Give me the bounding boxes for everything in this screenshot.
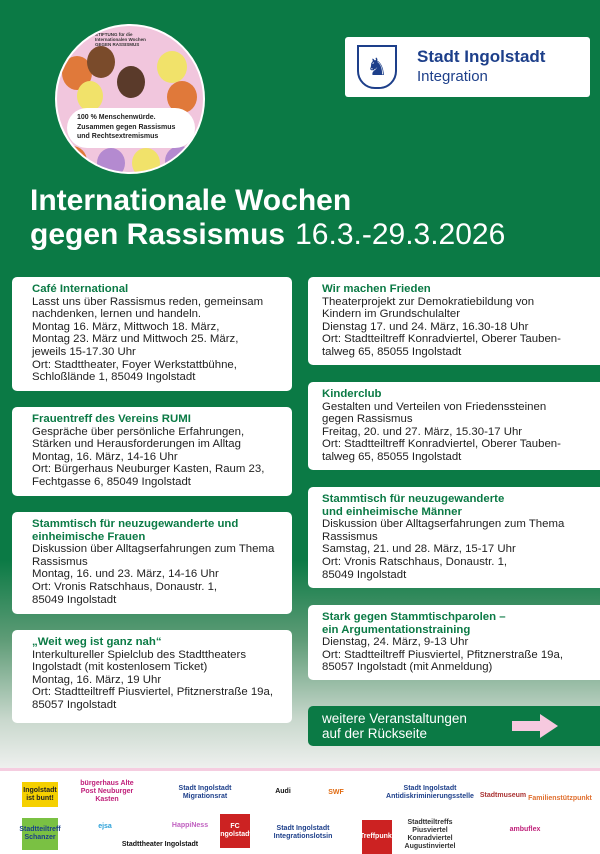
event-title: „Weit weg ist ganz nah“ bbox=[32, 636, 162, 648]
event-detail: 85049 Ingolstadt bbox=[322, 568, 407, 581]
event-title: und einheimische Männer bbox=[322, 505, 462, 518]
event-detail: nachdenken, lernen und handeln. bbox=[32, 308, 202, 321]
event-detail: 85057 Ingolstadt (mit Anmeldung) bbox=[322, 661, 493, 674]
panther-crest-icon: ♞ bbox=[357, 45, 397, 89]
partner-logo: ambuflex bbox=[500, 820, 550, 840]
event-card bbox=[12, 630, 292, 723]
slogan bbox=[67, 108, 195, 148]
partner-logo: Stadt Ingolstadt Migrationsrat bbox=[165, 780, 245, 806]
event-detail: Stärken und Herausforderungen im Alltag bbox=[32, 438, 241, 451]
event-card bbox=[12, 512, 292, 614]
event-detail: Rassismus bbox=[32, 555, 88, 568]
event-detail: Theaterprojekt zur Demokratiebildung von bbox=[322, 295, 535, 308]
event-title: Stammtisch für neuzugewanderte bbox=[322, 493, 505, 505]
event-card bbox=[308, 605, 600, 680]
campaign-badge bbox=[55, 24, 205, 174]
event-detail: Montag, 16. und 23. März, 14-16 Uhr bbox=[32, 568, 219, 581]
event-detail: Ort: Stadtteiltreff Konradviertel, Oberer Tauben- bbox=[322, 333, 561, 346]
partner-logo: Treffpunkt bbox=[362, 820, 392, 854]
event-detail: Diskussion über Alltagserfahrungen zum Thema bbox=[322, 518, 565, 531]
page-title bbox=[30, 184, 505, 252]
divider bbox=[0, 768, 600, 771]
logo-name: Stadt Ingolstadt bbox=[417, 47, 546, 66]
event-card bbox=[308, 277, 600, 365]
partner-logo: SWF bbox=[318, 778, 354, 808]
more-line1: weitere Veranstaltungen bbox=[322, 711, 467, 726]
event-detail: gegen Rassismus bbox=[322, 413, 413, 426]
event-card bbox=[12, 407, 292, 496]
more-line2: auf der Rückseite bbox=[322, 726, 428, 741]
event-detail: Ort: Stadtteiltreff Konradviertel, Oberer Tauben- bbox=[322, 438, 561, 451]
event-title: Wir machen Frieden bbox=[322, 283, 431, 295]
event-title: Stark gegen Stammtischparolen – bbox=[322, 611, 506, 623]
event-title: Café International bbox=[32, 283, 129, 295]
event-detail: Ort: Bürgerhaus Neuburger Kasten, Raum 23, bbox=[32, 463, 265, 476]
event-detail: talweg 65, 85055 Ingolstadt bbox=[322, 345, 462, 358]
stadt-ingolstadt-logo bbox=[345, 37, 590, 97]
event-detail: Gespräche über persönliche Erfahrungen, bbox=[32, 425, 245, 438]
event-detail: jeweils 15-17.30 Uhr bbox=[32, 345, 136, 358]
event-title: Kinderclub bbox=[322, 388, 382, 400]
event-title: einheimische Frauen bbox=[32, 530, 146, 543]
event-detail: Samstag, 21. und 28. März, 15-17 Uhr bbox=[322, 543, 516, 556]
event-detail: Freitag, 20. und 27. März, 15.30-17 Uhr bbox=[322, 425, 523, 438]
event-detail: Montag 23. März und Mittwoch 25. März, bbox=[32, 333, 239, 346]
event-detail: Ort: Stadtteiltreff Piusviertel, Pfitznerstraße 19a, bbox=[32, 686, 273, 699]
event-detail: Gestalten und Verteilen von Friedenssteinen bbox=[322, 400, 547, 413]
event-detail: talweg 65, 85055 Ingolstadt bbox=[322, 450, 462, 463]
event-title: ein Argumentationstraining bbox=[322, 623, 471, 636]
partner-logo: Stadttheater Ingolstadt bbox=[120, 838, 200, 852]
partner-logo: ejsa bbox=[75, 816, 135, 838]
event-detail: Ort: Vronis Ratschhaus, Donaustr. 1, bbox=[32, 580, 218, 593]
event-detail: Schloßlände 1, 85049 Ingolstadt bbox=[32, 371, 196, 384]
event-title: Stammtisch für neuzugewanderte und bbox=[32, 518, 239, 530]
partner-logo: Stadtmuseum bbox=[485, 776, 521, 816]
partner-logo: Stadt Ingolstadt Antidiskriminierungsstelle bbox=[385, 780, 475, 806]
event-title: Frauentreff des Vereins RUMI bbox=[32, 413, 191, 425]
event-detail: Lasst uns über Rassismus reden, gemeinsam bbox=[32, 295, 264, 308]
partner-logo: Stadtteiltreff Schanzer bbox=[22, 818, 58, 850]
logo-sub: Integration bbox=[417, 68, 488, 85]
event-detail: Montag 16. März, Mittwoch 18. März, bbox=[32, 320, 220, 333]
event-detail: Montag, 16. März, 19 Uhr bbox=[32, 673, 162, 686]
event-detail: Ingolstadt (mit kostenlosem Ticket) bbox=[32, 661, 208, 674]
title-line2: gegen Rassismus bbox=[30, 218, 286, 251]
partner-logo: Audi bbox=[260, 782, 306, 802]
slogan-line: und Rechtsextremismus bbox=[77, 133, 159, 140]
event-detail: Ort: Vronis Ratschhaus, Donaustr. 1, bbox=[322, 555, 508, 568]
partner-logo: Ingolstadt ist bunt! bbox=[22, 782, 58, 807]
event-detail: Diskussion über Alltagserfahrungen zum Thema bbox=[32, 543, 275, 556]
event-detail: Dienstag, 24. März, 9-13 Uhr bbox=[322, 636, 469, 649]
event-detail: Kindern im Grundschulalter bbox=[322, 308, 461, 321]
event-detail: Rassismus bbox=[322, 530, 378, 543]
event-detail: 85049 Ingolstadt bbox=[32, 593, 117, 606]
partner-logo: FC Ingolstadt bbox=[220, 814, 250, 848]
event-card bbox=[308, 382, 600, 470]
partner-logos bbox=[0, 772, 600, 849]
event-detail: Interkultureller Spielclub des Stadttheaters bbox=[32, 648, 247, 661]
event-detail: Ort: Stadttheater, Foyer Werkstattbühne, bbox=[32, 358, 237, 371]
foundation-logo: STIFTUNG für die Internationalen Wochen GEGEN RASSISMUS bbox=[95, 32, 146, 47]
partner-logo: Familienstützpunkt bbox=[540, 780, 580, 818]
arrow-right-icon bbox=[510, 713, 560, 739]
title-line1: Internationale Wochen bbox=[30, 184, 352, 217]
event-detail: Ort: Stadtteiltreff Piusviertel, Pfitznerstraße 19a, bbox=[322, 648, 563, 661]
title-date: 16.3.-29.3.2026 bbox=[295, 218, 506, 251]
partner-logo: Stadtteiltreffs Piusviertel Konradviertel Augustinviertel bbox=[400, 820, 460, 850]
more-events-button[interactable] bbox=[308, 706, 600, 746]
slogan-line: Zusammen gegen Rassismus bbox=[77, 123, 176, 131]
slogan-line: 100 % Menschenwürde. bbox=[77, 114, 156, 121]
event-detail: Fechtgasse 6, 85049 Ingolstadt bbox=[32, 475, 191, 488]
event-detail: Montag, 16. März, 14-16 Uhr bbox=[32, 450, 178, 463]
event-card bbox=[308, 487, 600, 588]
event-card bbox=[12, 277, 292, 391]
partner-logo: HappiNess bbox=[170, 812, 210, 840]
partner-logo: Stadt Ingolstadt Integrationslotsin bbox=[258, 820, 348, 846]
partner-logo: bürgerhaus Alte Post Neuburger Kasten bbox=[72, 780, 142, 804]
event-detail: 85057 Ingolstadt bbox=[32, 698, 117, 711]
event-detail: Dienstag 17. und 24. März, 16.30-18 Uhr bbox=[322, 320, 529, 333]
